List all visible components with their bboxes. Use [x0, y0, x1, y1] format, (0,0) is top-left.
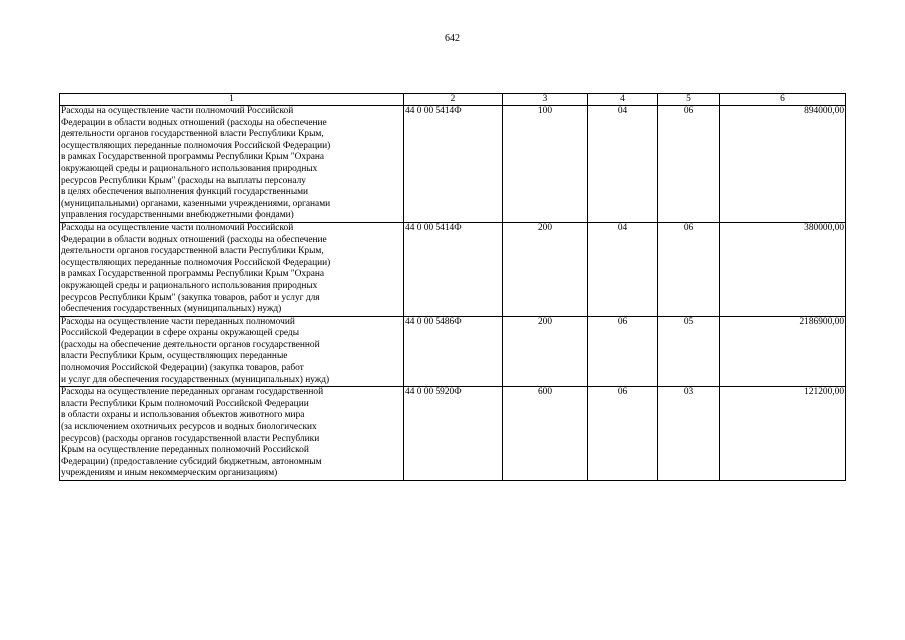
section-code: 04: [588, 222, 658, 316]
amount-value: 2186900,00: [720, 316, 846, 387]
expense-description: Расходы на осуществление части переданных полномочий Российской Федерации в сфере охраны окружающей среды (расходы на обеспечение деятельности органов государственной власти Республики Крым, осуществляющих переданные полномочия Российской Федерации) (закупка товаров, работ и услуг для обеспечения государственных (муниципальных) нужд): [60, 316, 404, 387]
amount-value: 121200,00: [720, 387, 846, 481]
header-row: [60, 94, 846, 106]
expense-description: Расходы на осуществление переданных органам государственной власти Республики Крым полномочий Российской Федерации в области охраны и использования объектов животного мира (за исключением охотничьих ресурсов и водных биологических ресурсов) (расходы органов государственной власти Республики Крым на осуществление переданных полномочий Российской Федерации) (предоставление субсидий бюджетным, автономным учреждениям и иным некоммерческим организациям): [60, 387, 404, 481]
table-row: [60, 222, 846, 316]
table-row: [60, 316, 846, 387]
expense-type-code: 100: [503, 106, 588, 223]
column-header: 6: [720, 94, 846, 106]
target-article-code: 44 0 00 5486Ф: [404, 316, 503, 387]
amount-value: 894000,00: [720, 106, 846, 223]
section-code: 04: [588, 106, 658, 223]
page-number: 642: [445, 33, 460, 44]
target-article-code: 44 0 00 5414Ф: [404, 222, 503, 316]
column-header: 3: [503, 94, 588, 106]
expense-type-code: 200: [503, 316, 588, 387]
column-header: 1: [60, 94, 404, 106]
subsection-code: 03: [658, 387, 720, 481]
column-header: 2: [404, 94, 503, 106]
expense-type-code: 200: [503, 222, 588, 316]
column-header: 5: [658, 94, 720, 106]
target-article-code: 44 0 00 5414Ф: [404, 106, 503, 223]
section-code: 06: [588, 316, 658, 387]
column-header: 4: [588, 94, 658, 106]
table-row: [60, 106, 846, 223]
section-code: 06: [588, 387, 658, 481]
budget-table: [59, 93, 846, 481]
amount-value: 380000,00: [720, 222, 846, 316]
subsection-code: 05: [658, 316, 720, 387]
expense-description: Расходы на осуществление части полномочий Российской Федерации в области водных отношений (расходы на обеспечение деятельности органов государственной власти Республики Крым, осуществляющих переданные полномочия Российской Федерации) в рамках Государственной программы Республики Крым "Охрана окружающей среды и рационального использования природных ресурсов Республики Крым" (закупка товаров, работ и услуг для обеспечения государственных (муниципальных) нужд): [60, 222, 404, 316]
table-row: [60, 387, 846, 481]
expense-type-code: 600: [503, 387, 588, 481]
subsection-code: 06: [658, 222, 720, 316]
target-article-code: 44 0 00 5920Ф: [404, 387, 503, 481]
subsection-code: 06: [658, 106, 720, 223]
expense-description: Расходы на осуществление части полномочий Российской Федерации в области водных отношений (расходы на обеспечение деятельности органов государственной власти Республики Крым, осуществляющих переданные полномочия Российской Федерации) в рамках Государственной программы Республики Крым "Охрана окружающей среды и рационального использования природных ресурсов Республики Крым" (расходы на выплаты персоналу в целях обеспечения выполнения функций государственными (муниципальными) органами, казенными учреждениями, органами управления государственными внебюджетными фондами): [60, 106, 404, 223]
